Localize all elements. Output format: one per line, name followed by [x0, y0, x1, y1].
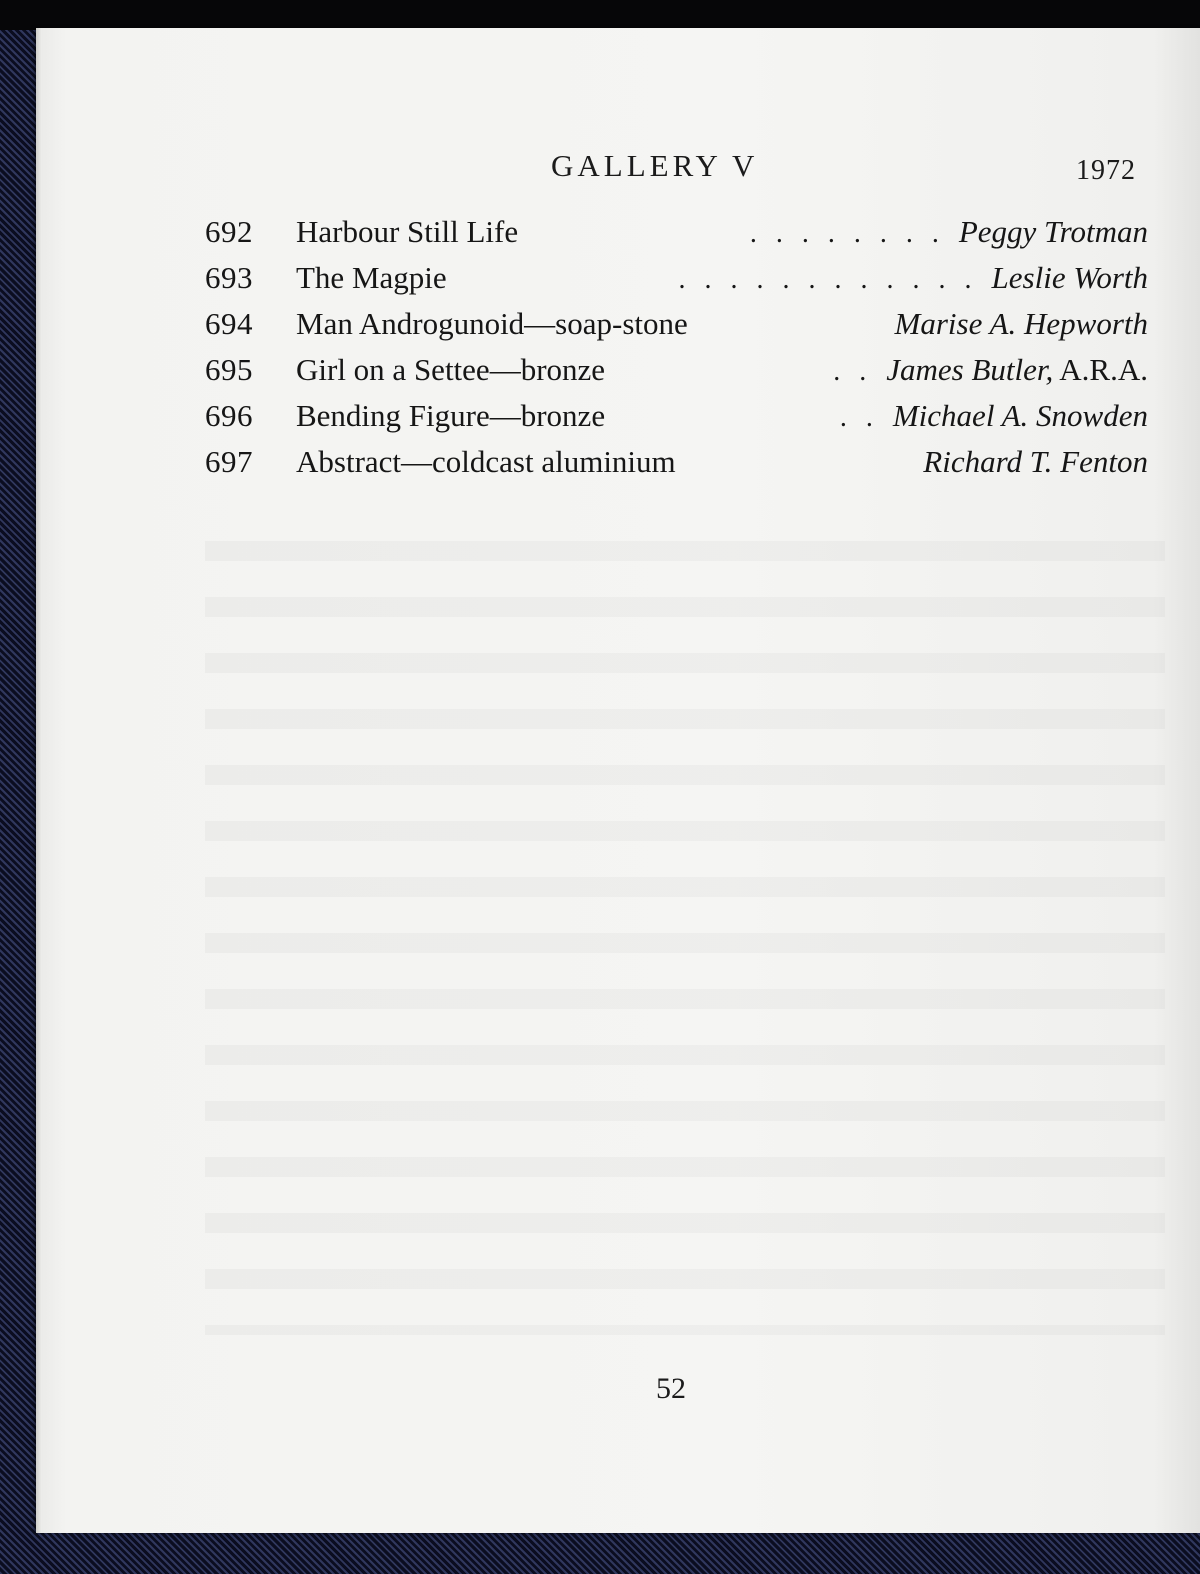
- entry-artist: [923, 444, 1148, 480]
- entry-title: Girl on a Settee—bronze: [296, 352, 606, 387]
- page-gutter: [36, 28, 42, 1533]
- entry-artist: [959, 214, 1148, 250]
- artist-name: Richard T. Fenton: [923, 444, 1148, 479]
- artist-name: James Butler,: [886, 352, 1054, 387]
- catalogue-entry: [205, 444, 1148, 490]
- reverse-page-show-through: [205, 505, 1165, 1335]
- artist-name: Michael A. Snowden: [892, 398, 1148, 433]
- page-number: 52: [656, 1372, 686, 1405]
- catalogue-entry: [205, 352, 1148, 398]
- dot-leader: . . . . . . . .: [749, 218, 945, 249]
- dot-leader: . . . . . . . . . . . .: [678, 264, 978, 295]
- artist-name: Marise A. Hepworth: [894, 306, 1148, 341]
- entry-title: Bending Figure—bronze: [296, 398, 606, 433]
- entry-title: Abstract—coldcast aluminium: [296, 444, 676, 479]
- entry-artist: [893, 398, 1148, 434]
- dot-leader: . .: [833, 356, 873, 387]
- catalogue-entry: [205, 306, 1148, 352]
- entry-number: 697: [205, 444, 253, 479]
- running-head: GALLERY V: [551, 148, 759, 183]
- entry-artist: [886, 352, 1148, 388]
- catalogue-entry: [205, 260, 1148, 306]
- artist-suffix: A.R.A.: [1053, 352, 1148, 387]
- entry-number: 694: [205, 306, 253, 341]
- entry-title: Man Androgunoid—soap-stone: [296, 306, 688, 341]
- entry-number: 695: [205, 352, 253, 387]
- entry-number: 692: [205, 214, 253, 249]
- entry-number: 696: [205, 398, 253, 433]
- cover-top-edge: [0, 0, 1200, 30]
- artist-name: Peggy Trotman: [958, 214, 1148, 249]
- entry-title: The Magpie: [296, 260, 447, 295]
- artist-name: Leslie Worth: [991, 260, 1148, 295]
- dot-leader: . .: [839, 402, 879, 433]
- catalogue-entry: [205, 214, 1148, 260]
- entry-number: 693: [205, 260, 253, 295]
- entry-artist: [895, 306, 1148, 342]
- page-year: 1972: [1076, 155, 1136, 186]
- catalogue-entries: [205, 214, 1148, 490]
- catalogue-entry: [205, 398, 1148, 444]
- entry-artist: [992, 260, 1148, 296]
- entry-title: Harbour Still Life: [296, 214, 519, 249]
